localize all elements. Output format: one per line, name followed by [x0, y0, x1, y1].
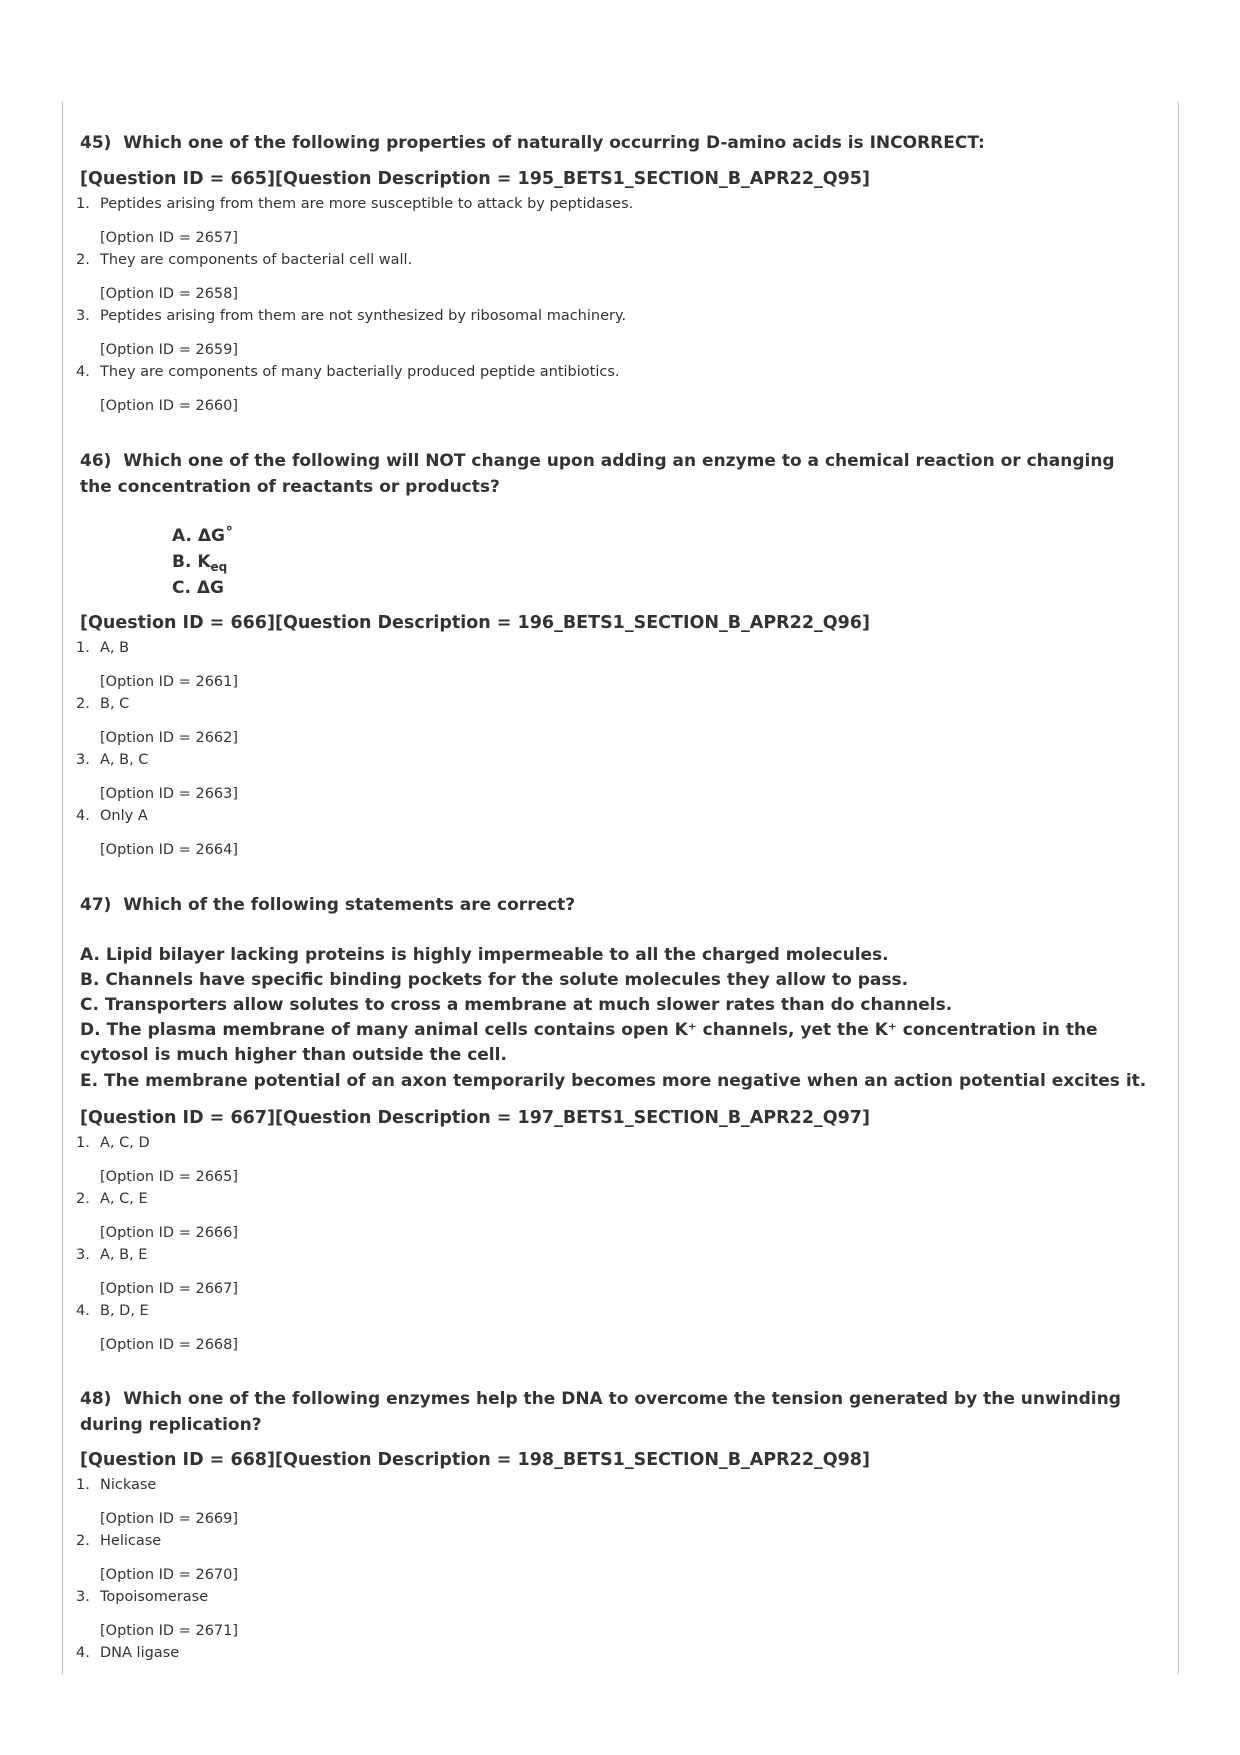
option-id: [Option ID = 2663]: [100, 786, 239, 802]
sub-item-c: C. ΔG: [172, 578, 224, 598]
question-48-title: 48) Which one of the following enzymes help the DNA to overcome the tension generated by the unwinding during replication?: [80, 1389, 1121, 1435]
sub-item-a: A. ΔG˚: [172, 526, 234, 546]
option-id: [Option ID = 2662]: [100, 730, 239, 746]
option-item[interactable]: 3. A, B, C: [76, 752, 149, 768]
option-item[interactable]: 2. They are components of bacterial cell wall.: [76, 252, 413, 268]
option-item[interactable]: 1. Peptides arising from them are more susceptible to attack by peptidases.: [76, 196, 634, 212]
option-id: [Option ID = 2658]: [100, 286, 239, 302]
question-47-id: [Question ID = 667][Question Description = 197_BETS1_SECTION_B_APR22_Q97]: [80, 1108, 870, 1128]
option-id: [Option ID = 2659]: [100, 342, 239, 358]
question-46-title: 46) Which one of the following will NOT change upon adding an enzyme to a chemical reaction or changing the concentration of reactants or products?: [80, 451, 1115, 497]
question-48-id: [Question ID = 668][Question Description = 198_BETS1_SECTION_B_APR22_Q98]: [80, 1450, 870, 1470]
question-45-title: 45) Which one of the following properties of naturally occurring D-amino acids is INCORRECT:: [80, 133, 985, 153]
option-item[interactable]: 3. A, B, E: [76, 1247, 148, 1263]
option-id: [Option ID = 2657]: [100, 230, 239, 246]
question-47-title: 47) Which of the following statements are correct?: [80, 895, 576, 915]
option-item[interactable]: 2. A, C, E: [76, 1191, 148, 1207]
page-frame: [62, 102, 1179, 1674]
option-id: [Option ID = 2664]: [100, 842, 239, 858]
option-item[interactable]: 4. B, D, E: [76, 1303, 149, 1319]
statement-d: D. The plasma membrane of many animal cells contains open K⁺ channels, yet the K⁺ concentration in the cytosol is much higher than outside the cell.: [80, 1020, 1098, 1065]
option-id: [Option ID = 2670]: [100, 1567, 239, 1583]
option-item[interactable]: 2. B, C: [76, 696, 130, 712]
option-item[interactable]: 4. They are components of many bacterially produced peptide antibiotics.: [76, 364, 620, 380]
statement-b: B. Channels have specific binding pockets for the solute molecules they allow to pass.: [80, 970, 909, 990]
statement-c: C. Transporters allow solutes to cross a membrane at much slower rates than do channels.: [80, 995, 953, 1015]
option-id: [Option ID = 2660]: [100, 398, 239, 414]
sub-item-b: B. $K_{eq}$: [172, 552, 228, 574]
option-item[interactable]: 2. Helicase: [76, 1533, 162, 1549]
option-item[interactable]: 4. Only A: [76, 808, 148, 824]
option-id: [Option ID = 2668]: [100, 1337, 239, 1353]
option-id: [Option ID = 2669]: [100, 1511, 239, 1527]
option-item[interactable]: 1. A, C, D: [76, 1135, 150, 1151]
option-item[interactable]: 3. Peptides arising from them are not synthesized by ribosomal machinery.: [76, 308, 627, 324]
option-item[interactable]: 1. A, B: [76, 640, 130, 656]
option-item[interactable]: 1. Nickase: [76, 1477, 157, 1493]
question-45-id: [Question ID = 665][Question Description = 195_BETS1_SECTION_B_APR22_Q95]: [80, 169, 870, 189]
option-id: [Option ID = 2661]: [100, 674, 239, 690]
option-id: [Option ID = 2665]: [100, 1169, 239, 1185]
statement-a: A. Lipid bilayer lacking proteins is highly impermeable to all the charged molecules.: [80, 945, 889, 965]
option-item[interactable]: 3. Topoisomerase: [76, 1589, 209, 1605]
option-id: [Option ID = 2667]: [100, 1281, 239, 1297]
option-id: [Option ID = 2671]: [100, 1623, 239, 1639]
statement-e: E. The membrane potential of an axon temporarily becomes more negative when an action potential excites it.: [80, 1071, 1147, 1091]
option-id: [Option ID = 2666]: [100, 1225, 239, 1241]
option-item[interactable]: 4. DNA ligase: [76, 1645, 180, 1661]
question-46-id: [Question ID = 666][Question Description = 196_BETS1_SECTION_B_APR22_Q96]: [80, 613, 870, 633]
